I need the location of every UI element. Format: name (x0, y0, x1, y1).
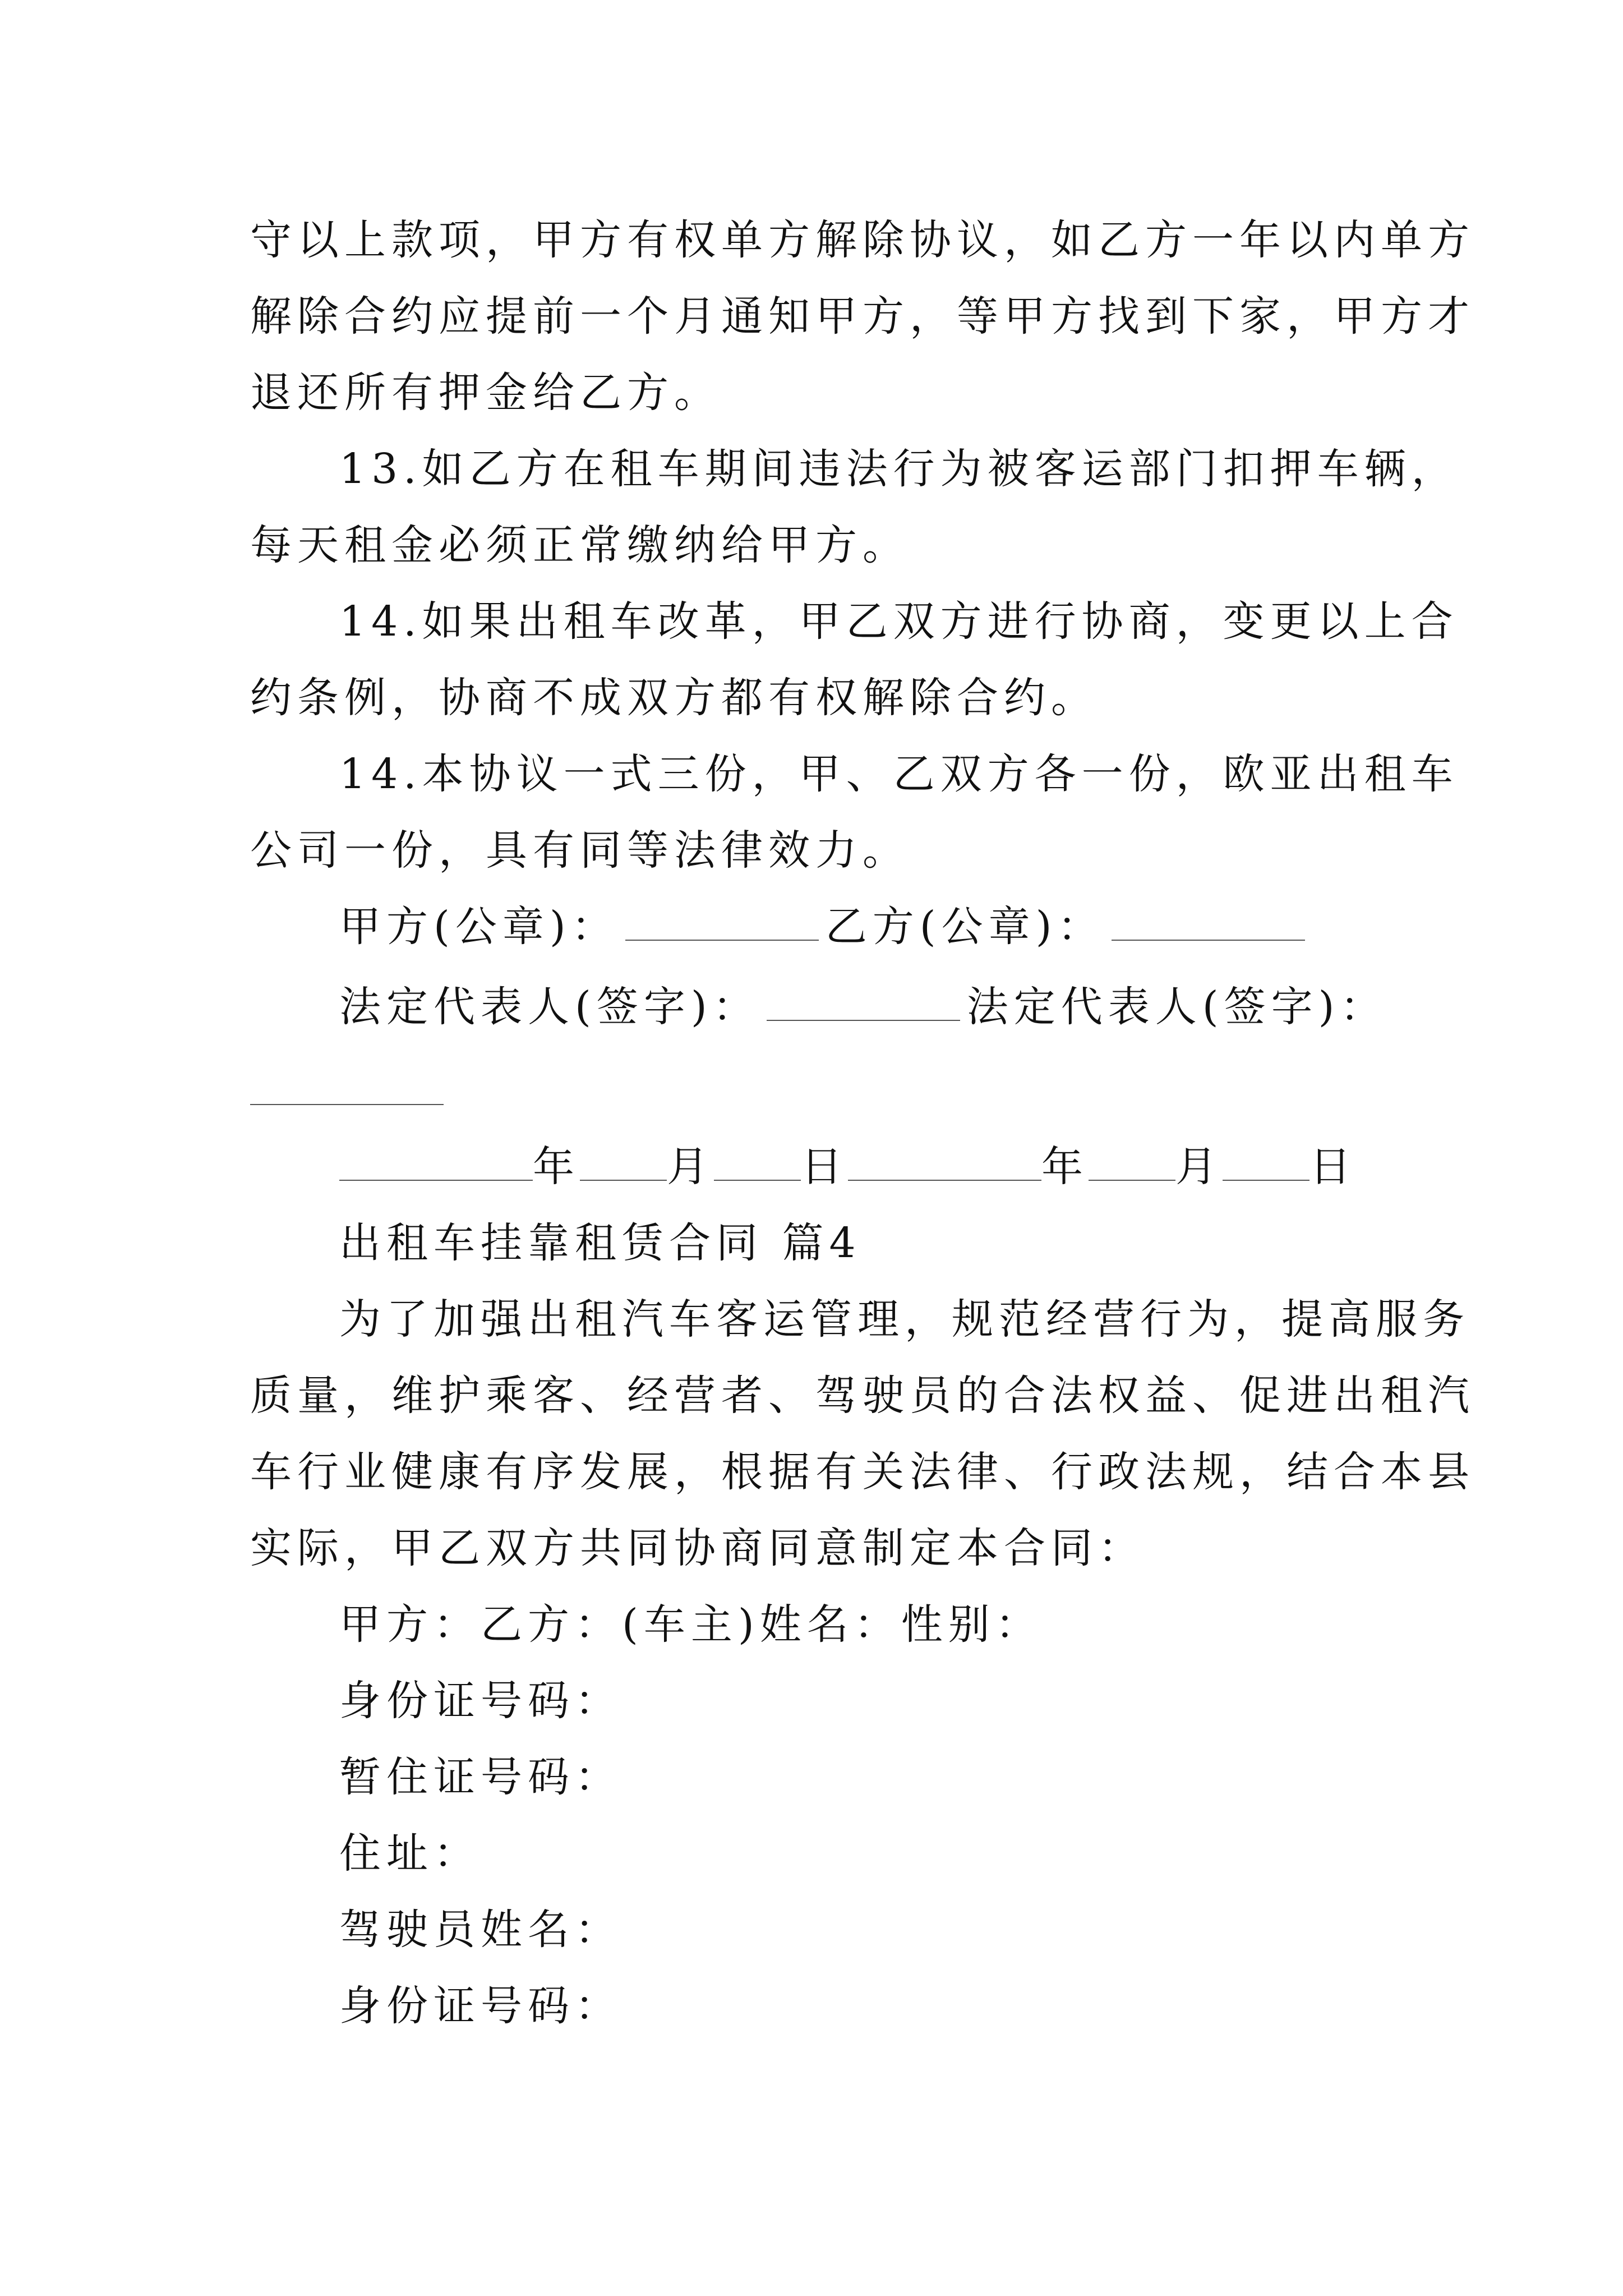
date-b-year: 年 (1041, 1143, 1089, 1191)
party-a-seal-label: 甲方(公章)： (339, 903, 619, 951)
field-driver-id-number: 身份证号码： (339, 1982, 622, 2030)
intro-line: 为了加强出租汽车客运管理，规范经营行为，提高服务 (339, 1295, 1470, 1343)
date-a-year: 年 (533, 1143, 580, 1191)
text-line: 解除合约应提前一个月通知甲方，等甲方找到下家，甲方才 (250, 292, 1475, 341)
clause-13-line-2: 每天租金必须正常缴纳给甲方。 (250, 521, 910, 569)
date-row (339, 1139, 1357, 1195)
field-driver-name: 驾驶员姓名： (339, 1906, 622, 1954)
date-b-year-blank (848, 1179, 1041, 1181)
party-a-seal-blank (625, 939, 819, 941)
rep-b-blank (250, 1104, 444, 1105)
rep-b-label: 法定代表人(签字)： (966, 983, 1387, 1031)
intro-line: 质量，维护乘客、经营者、驾驶员的合法权益、促进出租汽 (250, 1372, 1475, 1420)
clause-14-line-2: 约条例，协商不成双方都有权解除合约。 (250, 674, 1098, 722)
rep-a-label: 法定代表人(签字)： (339, 983, 760, 1031)
intro-line: 车行业健康有序发展，根据有关法律、行政法规，结合本县 (250, 1448, 1475, 1496)
field-residence-permit: 暂住证号码： (339, 1753, 622, 1801)
party-b-seal-blank (1112, 939, 1305, 941)
date-b-month-blank (1089, 1179, 1175, 1181)
date-a-day-blank (714, 1179, 801, 1181)
clause-14b-line-2: 公司一份，具有同等法律效力。 (250, 826, 910, 875)
party-b-seal-label: 乙方(公章)： (825, 903, 1105, 951)
clause-14-line-1: 14.如果出租车改革，甲乙双方进行协商，变更以上合 (339, 597, 1459, 646)
date-b-day-blank (1223, 1179, 1310, 1181)
section-title: 出租车挂靠租赁合同 篇4 (339, 1219, 861, 1267)
date-a-month-blank (580, 1179, 667, 1181)
date-a-day: 日 (801, 1143, 848, 1191)
date-b-month: 月 (1175, 1143, 1223, 1191)
date-a-year-blank (339, 1179, 533, 1181)
clause-14b-line-1: 14.本协议一式三份，甲、乙双方各一份，欧亚出租车 (339, 750, 1459, 798)
representative-row (339, 979, 1387, 1035)
rep-a-blank (767, 1019, 960, 1021)
field-address: 住址： (339, 1829, 481, 1878)
intro-line: 实际，甲乙双方共同协商同意制定本合同： (250, 1524, 1145, 1572)
field-id-number: 身份证号码： (339, 1677, 622, 1725)
seal-row (339, 899, 1312, 955)
field-parties: 甲方：乙方：(车主)姓名：性别： (339, 1600, 1043, 1649)
date-b-day: 日 (1310, 1143, 1357, 1191)
text-line: 守以上款项，甲方有权单方解除协议，如乙方一年以内单方 (250, 216, 1475, 264)
text-line: 退还所有押金给乙方。 (250, 369, 721, 417)
date-a-month: 月 (667, 1143, 714, 1191)
clause-13-line-1: 13.如乙方在租车期间违法行为被客运部门扣押车辆， (339, 445, 1459, 493)
